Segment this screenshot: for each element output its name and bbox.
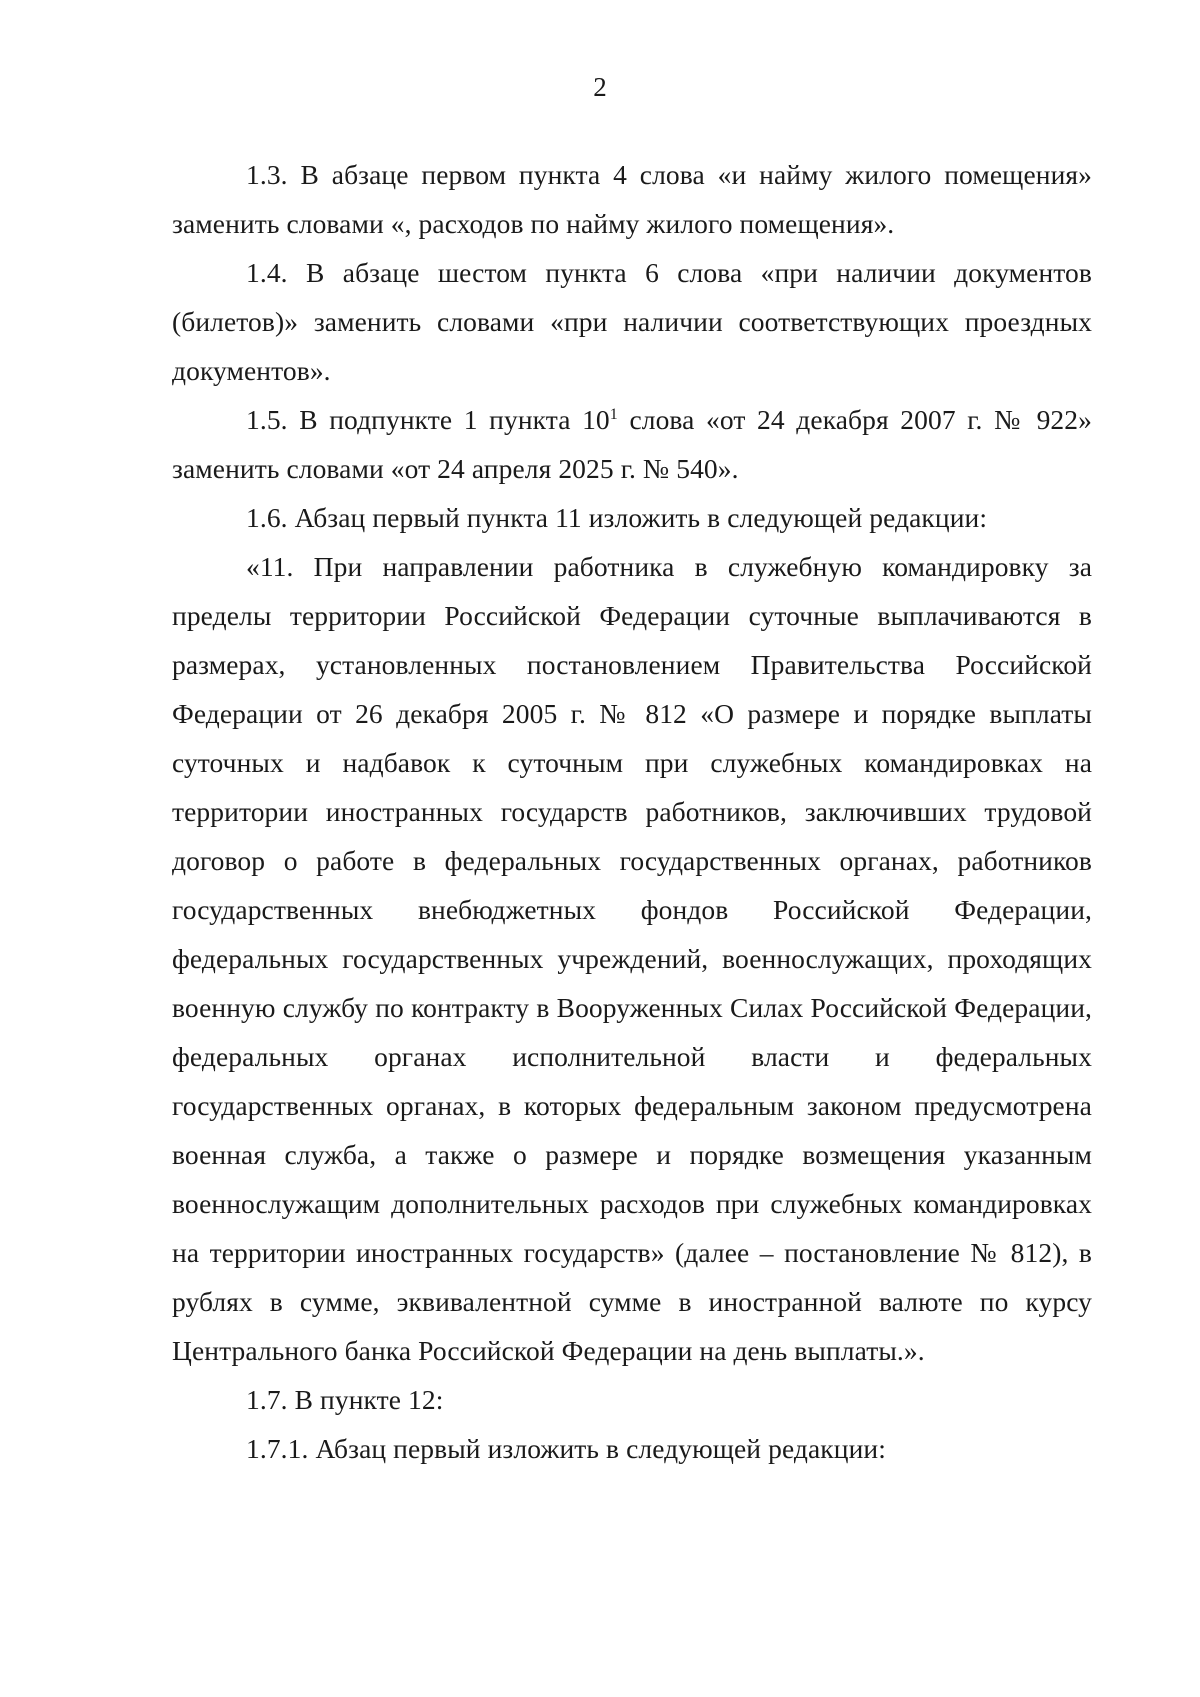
paragraph-1-3: 1.3. В абзаце первом пункта 4 слова «и найму жилого помещения» заменить словами «, расходов по найму жилого помещения».: [172, 159, 1092, 239]
paragraph-1-7: 1.7. В пункте 12:: [246, 1384, 444, 1415]
paragraph-1-5-start: 1.5. В подпункте 1 пункта 10: [246, 404, 610, 435]
superscript-index: 1: [609, 406, 618, 423]
page-number: 2: [593, 72, 607, 102]
paragraph-1-4: 1.4. В абзаце шестом пункта 6 слова «при наличии документов (билетов)» заменить словами «при наличии соответствующих проездных документов».: [172, 257, 1092, 386]
document-body: [172, 150, 1092, 1473]
paragraph-quoted-11: «11. При направлении работника в служебную командировку за пределы территории Российской Федерации суточные выплачиваются в размерах, установленных постановлением Правительства Российской Федерации от 26 декабря 2005 г. № 812 «О размере и порядке выплаты суточных и надбавок к суточным при служебных командировках на территории иностранных государств работников, заключивших трудовой договор о работе в федеральных государственных органах, работников государственных внебюджетных фондов Российской Федерации, федеральных государственных учреждений, военнослужащих, проходящих военную службу по контракту в Вооруженных Силах Российской Федерации, федеральных органах исполнительной власти и федеральных государственных органах, в которых федеральным законом предусмотрена военная служба, а также о размере и порядке возмещения указанным военнослужащим дополнительных расходов при служебных командировках на территории иностранных государств» (далее – постановление № 812), в рублях в сумме, эквивалентной сумме в иностранной валюте по курсу Центрального банка Российской Федерации на день выплаты.».: [172, 551, 1092, 1366]
paragraph-1-7-1: 1.7.1. Абзац первый изложить в следующей редакции:: [246, 1433, 886, 1464]
paragraph-1-6: 1.6. Абзац первый пункта 11 изложить в следующей редакции:: [246, 502, 988, 533]
paragraph-1-5-end: слова «от 24 декабря 2007 г. № 922» заменить словами «от 24 апреля 2025 г. № 540».: [172, 404, 1092, 484]
paragraph-1-5: [172, 395, 1092, 493]
